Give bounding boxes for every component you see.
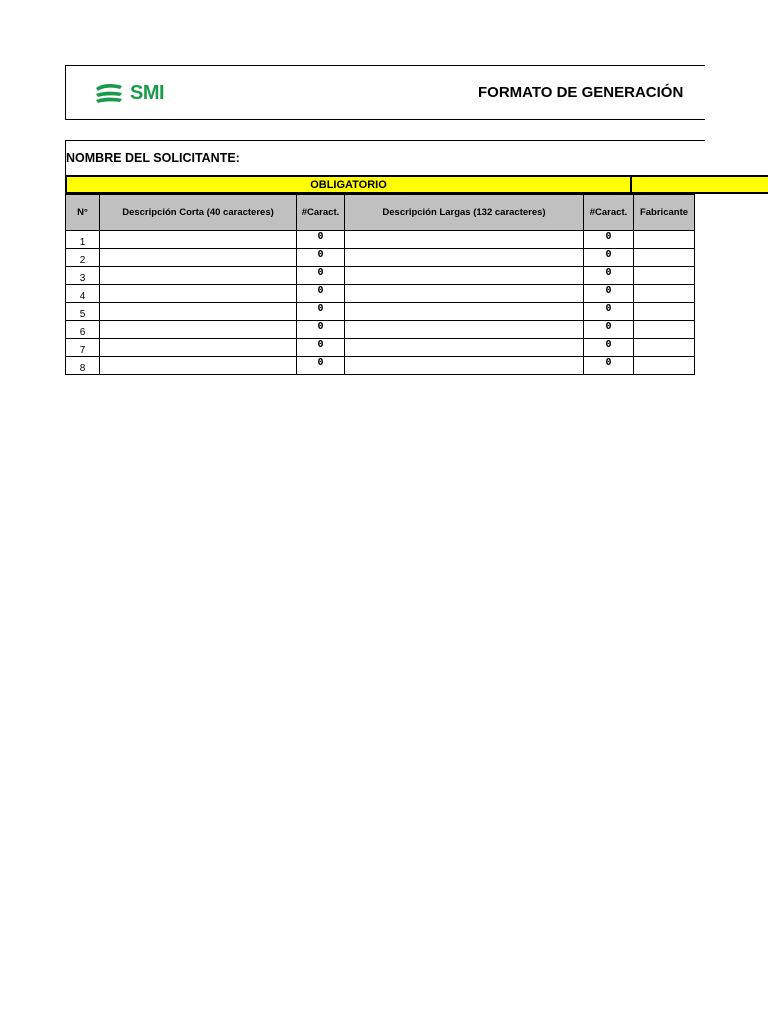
long-description-cell[interactable] (345, 321, 584, 339)
maker-cell[interactable] (634, 267, 695, 285)
col-header-short-count: #Caract. (297, 195, 345, 231)
short-description-cell[interactable] (100, 249, 297, 267)
table-row (66, 285, 695, 303)
section-band (65, 175, 768, 194)
table-row (66, 303, 695, 321)
long-char-count-cell: 0 (584, 285, 634, 303)
short-description-cell[interactable] (100, 267, 297, 285)
maker-cell[interactable] (634, 303, 695, 321)
long-char-count-cell: 0 (584, 249, 634, 267)
long-char-count-cell: 0 (584, 339, 634, 357)
maker-cell[interactable] (634, 231, 695, 249)
maker-cell[interactable] (634, 249, 695, 267)
document-header (65, 65, 705, 120)
row-number-cell: 1 (66, 231, 100, 249)
maker-cell[interactable] (634, 339, 695, 357)
long-description-cell[interactable] (345, 249, 584, 267)
row-number-cell: 4 (66, 285, 100, 303)
col-header-long-count: #Caract. (584, 195, 634, 231)
short-description-cell[interactable] (100, 357, 297, 375)
maker-cell[interactable] (634, 357, 695, 375)
col-header-short-desc: Descripción Corta (40 caracteres) (100, 195, 297, 231)
short-char-count-cell: 0 (297, 267, 345, 285)
col-header-long-desc: Descripción Largas (132 caracteres) (345, 195, 584, 231)
long-char-count-cell: 0 (584, 357, 634, 375)
col-header-number: N° (66, 195, 100, 231)
long-char-count-cell: 0 (584, 231, 634, 249)
row-number-cell: 5 (66, 303, 100, 321)
table-row (66, 339, 695, 357)
optional-header-band (632, 175, 768, 194)
short-char-count-cell: 0 (297, 321, 345, 339)
short-char-count-cell: 0 (297, 357, 345, 375)
document-title: FORMATO DE GENERACIÓN (478, 84, 684, 101)
long-description-cell[interactable] (345, 231, 584, 249)
row-number-cell: 7 (66, 339, 100, 357)
long-description-cell[interactable] (345, 267, 584, 285)
solicitante-section (65, 140, 705, 175)
short-char-count-cell: 0 (297, 303, 345, 321)
short-description-cell[interactable] (100, 303, 297, 321)
table-row (66, 267, 695, 285)
row-number-cell: 2 (66, 249, 100, 267)
short-char-count-cell: 0 (297, 285, 345, 303)
short-description-cell[interactable] (100, 231, 297, 249)
short-description-cell[interactable] (100, 339, 297, 357)
row-number-cell: 8 (66, 357, 100, 375)
table-row (66, 249, 695, 267)
long-description-cell[interactable] (345, 303, 584, 321)
long-char-count-cell: 0 (584, 321, 634, 339)
short-description-cell[interactable] (100, 321, 297, 339)
short-char-count-cell: 0 (297, 339, 345, 357)
row-number-cell: 6 (66, 321, 100, 339)
table-row (66, 321, 695, 339)
short-char-count-cell: 0 (297, 231, 345, 249)
long-description-cell[interactable] (345, 339, 584, 357)
logo-text: SMI (130, 81, 165, 104)
long-description-cell[interactable] (345, 285, 584, 303)
short-char-count-cell: 0 (297, 249, 345, 267)
smi-logo-icon (94, 82, 124, 104)
items-table (65, 194, 695, 375)
maker-cell[interactable] (634, 321, 695, 339)
table-header-row (66, 195, 695, 231)
table-row (66, 231, 695, 249)
company-logo (94, 81, 164, 105)
maker-cell[interactable] (634, 285, 695, 303)
long-description-cell[interactable] (345, 357, 584, 375)
obligatorio-header: OBLIGATORIO (65, 175, 632, 194)
col-header-maker: Fabricante (634, 195, 695, 231)
table-row (66, 357, 695, 375)
solicitante-label: NOMBRE DEL SOLICITANTE: (66, 151, 240, 165)
long-char-count-cell: 0 (584, 267, 634, 285)
row-number-cell: 3 (66, 267, 100, 285)
long-char-count-cell: 0 (584, 303, 634, 321)
short-description-cell[interactable] (100, 285, 297, 303)
